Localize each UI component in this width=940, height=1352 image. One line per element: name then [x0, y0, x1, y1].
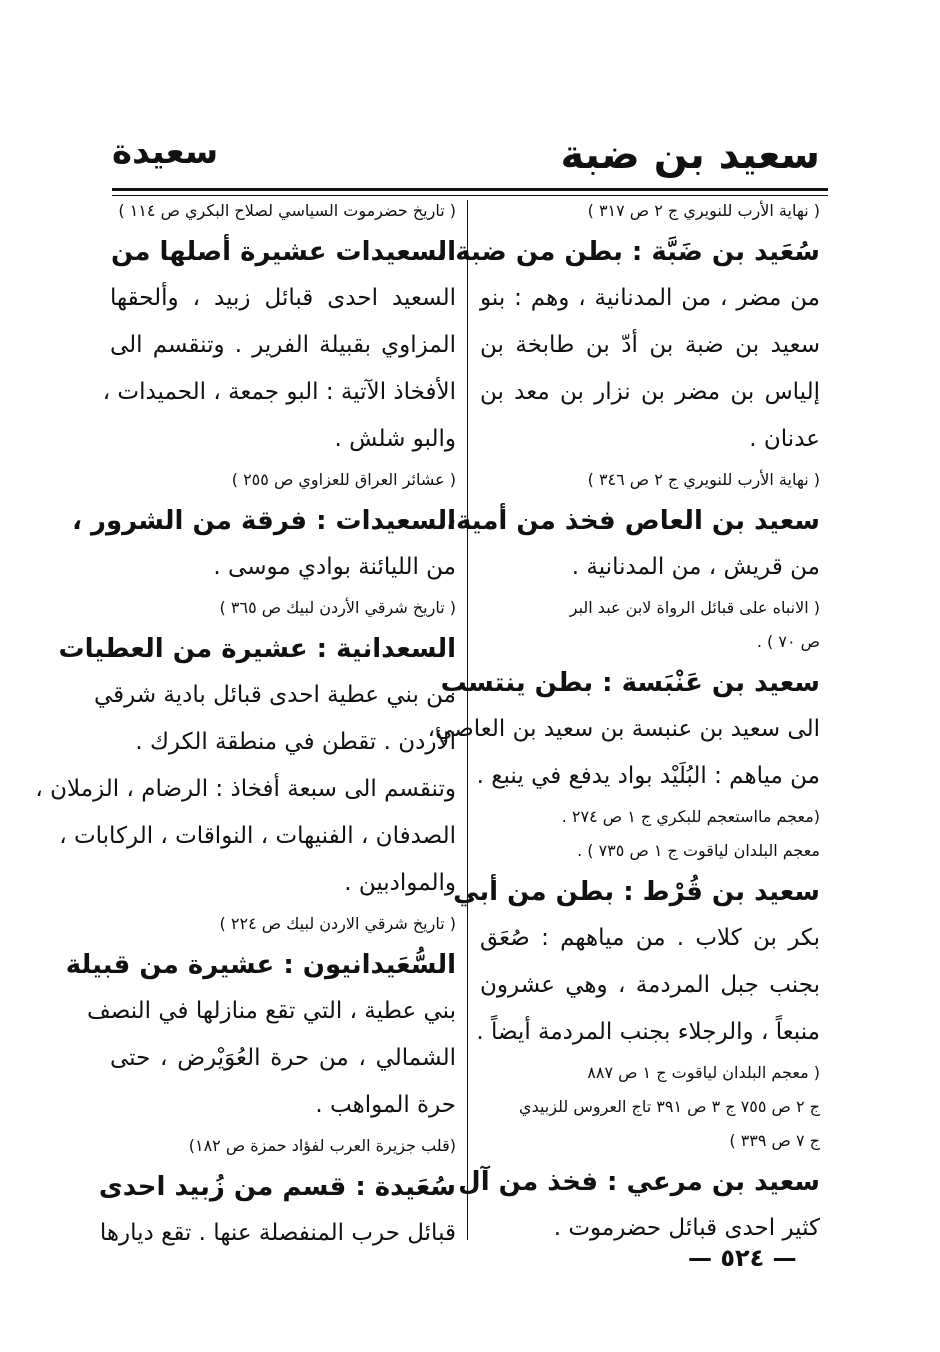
citation-line: ( الانباه على قبائل الرواة لابن عبد البر	[569, 598, 820, 617]
citation-line: ( نهاية الأرب للنويري ج ٢ ص ٣٤٦ )	[587, 470, 820, 489]
left-column	[35, 196, 456, 1259]
text-line: والموادبين .	[344, 870, 456, 896]
page-number: — ٥٢٤ —	[688, 1244, 797, 1272]
text-line: المزاوي بقبيلة الفرير . وتنقسم الى	[110, 332, 456, 358]
text-line: عدنان .	[749, 426, 820, 452]
text-line: وتنقسم الى سبعة أفخاذ : الرضام ، الزملان ،	[35, 776, 456, 802]
text-line: حرة المواهب .	[315, 1092, 456, 1118]
citation-line: (قلب جزيرة العرب لفؤاد حمزة ص ١٨٢)	[188, 1136, 456, 1155]
entry-heading-line: سُعَيد بن ضَبَّة : بطن من ضبة ،	[436, 237, 820, 267]
citation-line: ( تاريخ شرقي الأردن لبيك ص ٣٦٥ )	[219, 598, 456, 617]
text-line: من بني عطية احدى قبائل بادية شرقي	[93, 682, 456, 708]
citation-line: ج ٢ ص ٧٥٥ ج ٣ ص ٣٩١ تاج العروس للزبيدي	[519, 1097, 820, 1116]
entry-heading-line: السُّعَيدانيون : عشيرة من قبيلة	[65, 950, 456, 980]
citation-line: ( تاريخ حضرموت السياسي لصلاح البكري ص ١١٤ )	[118, 201, 456, 220]
citation-line: (معجم مااستعجم للبكري ج ١ ص ٢٧٤ .	[561, 807, 820, 826]
citation-line: ( تاريخ شرقي الاردن لبيك ص ٢٢٤ )	[219, 914, 456, 933]
running-head-right: سعيد بن ضبة	[560, 132, 820, 178]
entry-heading-line: سعيد بن قُرْط : بطن من أبي	[453, 877, 820, 907]
text-line: قبائل حرب المنفصلة عنها . تقع ديارها	[99, 1220, 456, 1246]
text-line: الأردن . تقطن في منطقة الكرك .	[135, 729, 456, 755]
entry-heading-line: سعيد بن عَنْبَسة : بطن ينتسب	[440, 668, 820, 698]
citation-line: ( عشائر العراق للعزاوي ص ٢٥٥ )	[231, 470, 456, 489]
text-line: الصدفان ، الفنيهات ، النواقات ، الركابات ،	[59, 823, 456, 849]
text-line: من الليائنة بوادي موسى .	[213, 554, 456, 580]
text-line: من مضر ، من المدنانية ، وهم : بنو	[480, 285, 820, 311]
entry-heading-line: سُعَيدة : قسم من زُبيد احدى	[98, 1172, 456, 1202]
entry-heading-line: سعيد بن مرعي : فخذ من آل	[458, 1167, 820, 1197]
text-line: منبعاً ، والرجلاء بجنب المردمة أيضاً .	[476, 1019, 820, 1045]
text-line: من مياهم : البُلَيْد بواد يدفع في ينبع .	[476, 763, 820, 789]
entry-heading-line: السعيدات : فرقة من الشرور ،	[72, 506, 456, 536]
text-line: والبو شلش .	[334, 426, 456, 452]
text-line: من قريش ، من المدنانية .	[571, 554, 820, 580]
citation-line: ج ٧ ص ٣٣٩ )	[729, 1131, 820, 1150]
entry-heading-line: السعيدات عشيرة أصلها من	[110, 237, 456, 267]
running-head-left: سعيدة	[112, 132, 219, 172]
citation-line: معجم البلدان لياقوت ج ١ ص ٧٣٥ ) .	[577, 841, 820, 860]
entry-heading-line: السعدانية : عشيرة من العطيات	[58, 634, 456, 664]
text-line: بجنب جبل المردمة ، وهي عشرون	[480, 972, 820, 998]
citation-line: ( معجم البلدان لياقوت ج ١ ص ٨٨٧	[587, 1063, 820, 1082]
text-line: كثير احدى قبائل حضرموت .	[553, 1215, 820, 1241]
citation-line: ( نهاية الأرب للنويري ج ٢ ص ٣١٧ )	[587, 201, 820, 220]
text-line: بكر بن كلاب . من مياههم : صُعَق	[480, 925, 820, 951]
text-line: إلياس بن مضر بن نزار بن معد بن	[480, 379, 820, 405]
text-line: الأفخاذ الآتية : البو جمعة ، الحميدات ،	[102, 379, 456, 405]
text-line: الشمالي ، من حرة العُوَيْرض ، حتى	[110, 1045, 456, 1071]
right-column	[427, 196, 820, 1254]
text-line: السعيد احدى قبائل زبيد ، وألحقها	[110, 285, 456, 311]
header-rule	[112, 188, 828, 191]
text-line: الى سعيد بن عنبسة بن سعيد بن العاصي،	[427, 716, 820, 742]
text-line: سعيد بن ضبة بن أدّ بن طابخة بن	[480, 332, 820, 358]
entry-heading-line: سعيد بن العاص فخذ من أمية،	[446, 506, 820, 536]
text-line: بني عطية ، التي تقع منازلها في النصف	[86, 998, 456, 1024]
citation-line: ص ٧٠ ) .	[756, 632, 820, 651]
